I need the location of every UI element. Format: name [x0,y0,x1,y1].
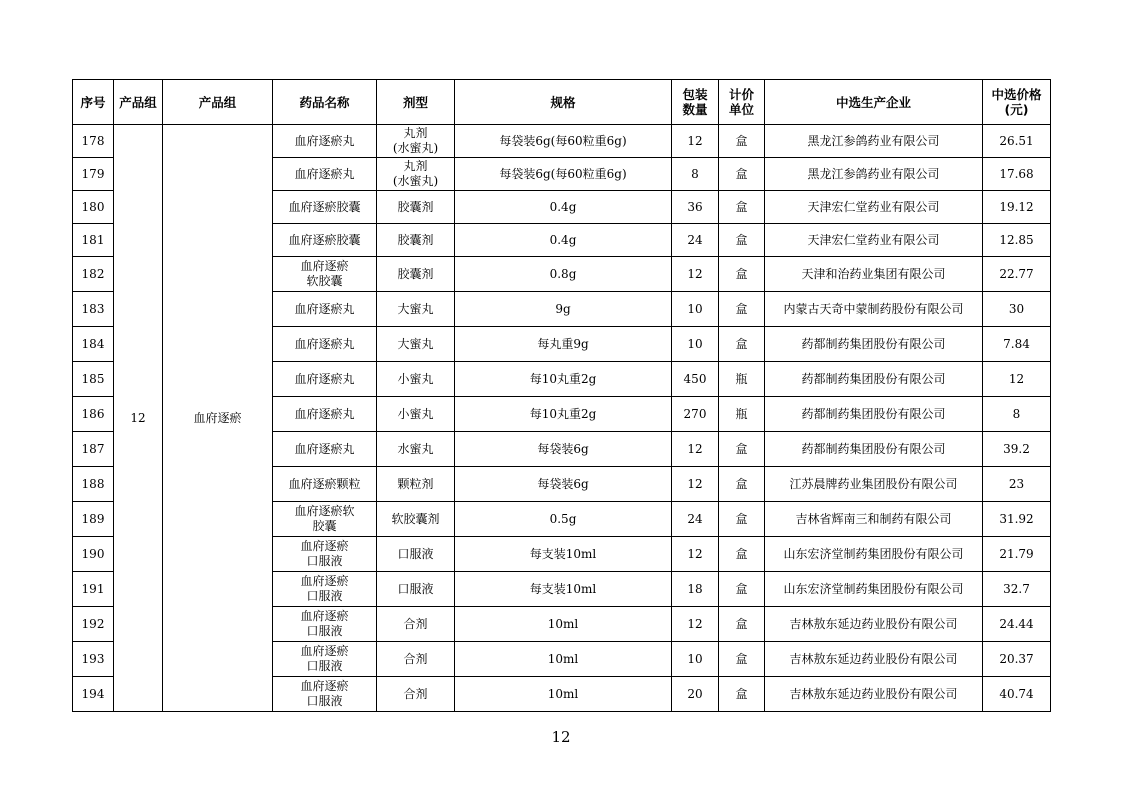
row-company: 吉林敖东延边药业股份有限公司 [765,607,983,642]
row-pricing-unit: 盒 [719,432,765,467]
row-company: 黑龙江参鸽药业有限公司 [765,158,983,191]
row-price: 8 [983,397,1051,432]
table-row [73,125,1051,158]
header-product-group-no: 产品组 [114,80,163,125]
row-pack-qty: 10 [672,327,719,362]
row-dosage-form: 胶囊剂 [377,257,455,292]
row-serial: 178 [73,125,114,158]
row-pack-qty: 10 [672,292,719,327]
row-spec: 每袋装6g(每60粒重6g) [455,125,672,158]
product-group-name: 血府逐瘀 [163,125,273,712]
row-dosage-form: 丸剂 (水蜜丸) [377,125,455,158]
row-dosage-form: 小蜜丸 [377,362,455,397]
row-pack-qty: 24 [672,224,719,257]
row-pricing-unit: 盒 [719,677,765,712]
row-pack-qty: 24 [672,502,719,537]
row-drug-name: 血府逐瘀 口服液 [273,677,377,712]
row-price: 23 [983,467,1051,502]
row-pack-qty: 36 [672,191,719,224]
row-spec: 每袋装6g [455,467,672,502]
row-price: 39.2 [983,432,1051,467]
row-drug-name: 血府逐瘀胶囊 [273,191,377,224]
header-price: 中选价格 (元) [983,80,1051,125]
row-serial: 187 [73,432,114,467]
row-company: 药都制药集团股份有限公司 [765,327,983,362]
row-company: 天津和治药业集团有限公司 [765,257,983,292]
row-spec: 每丸重9g [455,327,672,362]
row-spec: 0.8g [455,257,672,292]
header-drug-name: 药品名称 [273,80,377,125]
row-company: 药都制药集团股份有限公司 [765,397,983,432]
row-drug-name: 血府逐瘀丸 [273,327,377,362]
row-price: 19.12 [983,191,1051,224]
row-spec: 每支装10ml [455,537,672,572]
row-spec: 9g [455,292,672,327]
row-drug-name: 血府逐瘀丸 [273,397,377,432]
row-price: 30 [983,292,1051,327]
row-drug-name: 血府逐瘀 口服液 [273,572,377,607]
row-dosage-form: 软胶囊剂 [377,502,455,537]
row-pack-qty: 12 [672,537,719,572]
row-dosage-form: 胶囊剂 [377,191,455,224]
row-serial: 183 [73,292,114,327]
row-pricing-unit: 盒 [719,502,765,537]
row-spec: 10ml [455,607,672,642]
row-pricing-unit: 瓶 [719,362,765,397]
row-price: 20.37 [983,642,1051,677]
row-pricing-unit: 盒 [719,224,765,257]
row-price: 21.79 [983,537,1051,572]
row-drug-name: 血府逐瘀丸 [273,125,377,158]
row-price: 17.68 [983,158,1051,191]
row-company: 山东宏济堂制药集团股份有限公司 [765,572,983,607]
row-pricing-unit: 盒 [719,257,765,292]
row-serial: 191 [73,572,114,607]
row-price: 40.74 [983,677,1051,712]
row-spec: 0.4g [455,191,672,224]
header-pack-qty: 包装 数量 [672,80,719,125]
row-serial: 188 [73,467,114,502]
row-serial: 190 [73,537,114,572]
row-pack-qty: 12 [672,467,719,502]
row-spec: 10ml [455,642,672,677]
row-company: 吉林敖东延边药业股份有限公司 [765,677,983,712]
row-company: 吉林敖东延边药业股份有限公司 [765,642,983,677]
row-serial: 185 [73,362,114,397]
row-pricing-unit: 盒 [719,572,765,607]
row-drug-name: 血府逐瘀 口服液 [273,607,377,642]
row-price: 24.44 [983,607,1051,642]
row-drug-name: 血府逐瘀丸 [273,292,377,327]
row-company: 药都制药集团股份有限公司 [765,432,983,467]
row-price: 26.51 [983,125,1051,158]
row-pack-qty: 8 [672,158,719,191]
row-company: 药都制药集团股份有限公司 [765,362,983,397]
row-pack-qty: 270 [672,397,719,432]
header-row [73,80,1051,125]
row-company: 天津宏仁堂药业有限公司 [765,224,983,257]
row-serial: 179 [73,158,114,191]
row-drug-name: 血府逐瘀丸 [273,362,377,397]
table-body [73,125,1051,712]
row-serial: 181 [73,224,114,257]
row-company: 吉林省辉南三和制药有限公司 [765,502,983,537]
row-serial: 182 [73,257,114,292]
row-pack-qty: 12 [672,607,719,642]
row-serial: 194 [73,677,114,712]
row-dosage-form: 水蜜丸 [377,432,455,467]
row-price: 22.77 [983,257,1051,292]
header-pricing-unit: 计价 单位 [719,80,765,125]
row-dosage-form: 合剂 [377,677,455,712]
product-group-number: 12 [114,125,163,712]
header-dosage-form: 剂型 [377,80,455,125]
row-pricing-unit: 盒 [719,607,765,642]
row-company: 黑龙江参鸽药业有限公司 [765,125,983,158]
row-serial: 184 [73,327,114,362]
row-pricing-unit: 盒 [719,191,765,224]
row-serial: 186 [73,397,114,432]
row-pricing-unit: 盒 [719,467,765,502]
row-spec: 10ml [455,677,672,712]
row-drug-name: 血府逐瘀 软胶囊 [273,257,377,292]
procurement-table [72,79,1051,712]
header-spec: 规格 [455,80,672,125]
row-spec: 每袋装6g [455,432,672,467]
row-spec: 每10丸重2g [455,362,672,397]
row-pack-qty: 12 [672,257,719,292]
row-price: 32.7 [983,572,1051,607]
row-dosage-form: 大蜜丸 [377,327,455,362]
row-pricing-unit: 盒 [719,642,765,677]
row-price: 12 [983,362,1051,397]
row-spec: 0.4g [455,224,672,257]
row-serial: 189 [73,502,114,537]
row-drug-name: 血府逐瘀胶囊 [273,224,377,257]
header-company: 中选生产企业 [765,80,983,125]
row-pricing-unit: 盒 [719,158,765,191]
row-pack-qty: 10 [672,642,719,677]
row-spec: 每10丸重2g [455,397,672,432]
row-company: 山东宏济堂制药集团股份有限公司 [765,537,983,572]
row-pack-qty: 18 [672,572,719,607]
row-drug-name: 血府逐瘀软 胶囊 [273,502,377,537]
header-serial: 序号 [73,80,114,125]
row-drug-name: 血府逐瘀颗粒 [273,467,377,502]
row-pack-qty: 450 [672,362,719,397]
row-serial: 193 [73,642,114,677]
row-dosage-form: 大蜜丸 [377,292,455,327]
row-serial: 180 [73,191,114,224]
row-pack-qty: 12 [672,125,719,158]
row-drug-name: 血府逐瘀丸 [273,432,377,467]
row-dosage-form: 小蜜丸 [377,397,455,432]
row-company: 天津宏仁堂药业有限公司 [765,191,983,224]
row-spec: 每袋装6g(每60粒重6g) [455,158,672,191]
row-spec: 0.5g [455,502,672,537]
row-company: 内蒙古天奇中蒙制药股份有限公司 [765,292,983,327]
row-dosage-form: 口服液 [377,572,455,607]
row-pricing-unit: 盒 [719,125,765,158]
row-dosage-form: 合剂 [377,642,455,677]
row-price: 31.92 [983,502,1051,537]
row-price: 12.85 [983,224,1051,257]
header-product-group-name: 产品组 [163,80,273,125]
row-company: 江苏晨牌药业集团股份有限公司 [765,467,983,502]
row-pricing-unit: 盒 [719,537,765,572]
row-dosage-form: 胶囊剂 [377,224,455,257]
row-pricing-unit: 盒 [719,327,765,362]
row-drug-name: 血府逐瘀丸 [273,158,377,191]
row-pack-qty: 20 [672,677,719,712]
row-serial: 192 [73,607,114,642]
row-price: 7.84 [983,327,1051,362]
row-dosage-form: 口服液 [377,537,455,572]
row-drug-name: 血府逐瘀 口服液 [273,537,377,572]
row-pricing-unit: 瓶 [719,397,765,432]
row-dosage-form: 合剂 [377,607,455,642]
row-dosage-form: 丸剂 (水蜜丸) [377,158,455,191]
page-number: 12 [551,728,571,746]
row-pricing-unit: 盒 [719,292,765,327]
row-drug-name: 血府逐瘀 口服液 [273,642,377,677]
row-spec: 每支装10ml [455,572,672,607]
row-dosage-form: 颗粒剂 [377,467,455,502]
row-pack-qty: 12 [672,432,719,467]
